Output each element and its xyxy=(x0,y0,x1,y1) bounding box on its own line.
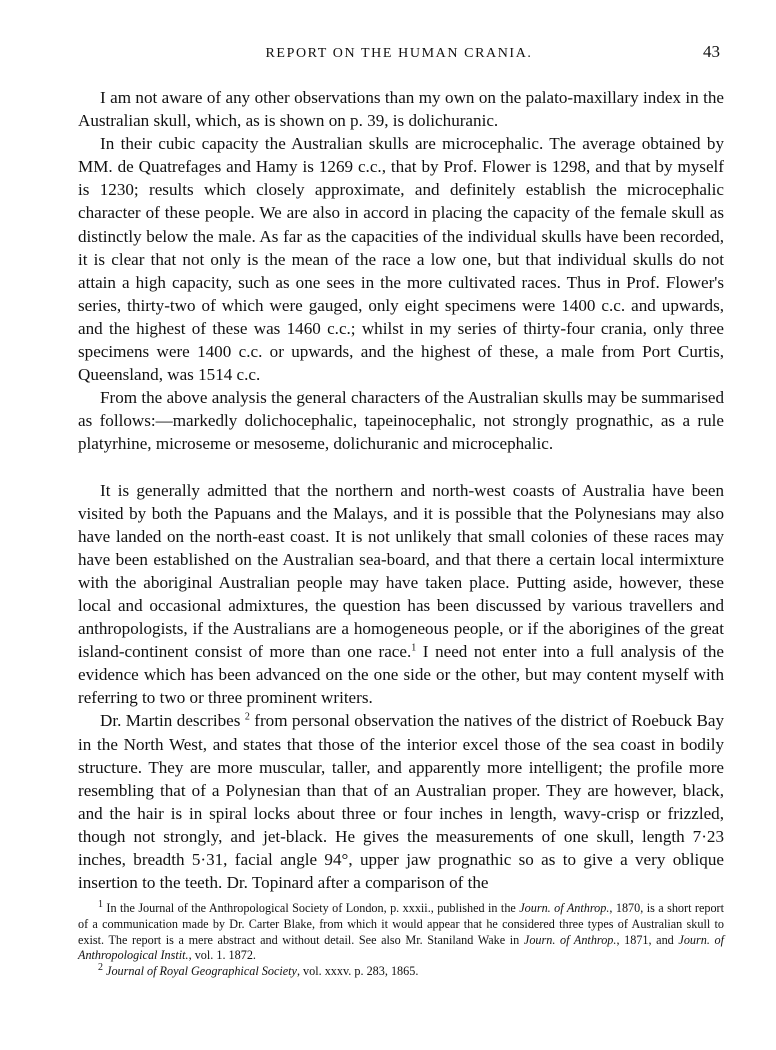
footnote-marker-1: 1 xyxy=(411,642,417,654)
paragraph-text: I need not enter into a full analysis of the evidence which has been advanced on the one side or the other, but may content myself with referring to two or three prominent writers. xyxy=(78,642,724,708)
footnote-2-marker: 2 xyxy=(98,962,103,974)
paragraph-text: It is generally admitted that the northern and north-west coasts of Australia have been visited by both the Papuans and the Malays, and it is possible that the Polynesians may also have landed on the north-east coast. It is not unlikely that small colonies of these races may have been established on the Australian sea-board, and that there a certain local intermixture with the aboriginal Australian people may have taken place. Putting aside, however, these local and occasional admixtures, the question has been discussed by various travellers and anthropologists, if the Australians are a homogeneous people, or if the aborigines of the great island-continent consist of more than one race. xyxy=(78,480,724,662)
footnote-text: , 1871, and xyxy=(616,932,679,947)
paragraph-palato-maxillary: I am not aware of any other observations than my own on the palato-maxillary index in the Australian skull, which, as is shown on p. 39, is dolichuranic. xyxy=(78,88,724,131)
paragraph-martin xyxy=(78,709,724,894)
paragraph-homogeneity xyxy=(78,479,724,710)
paragraph-cubic-capacity: In their cubic capacity the Australian skulls are microcephalic. The average obtained by MM. de Quatrefages and Hamy is 1269 c.c., that by Prof. Flower is 1298, and that by myself is 1230; results which closely approximate, and definitely establish the microcephalic character of these people. We are also in accord in placing the capacity of the female skull as distinctly below the male. As far as the capacities of the individual skulls have been recorded, it is clear that not only is the mean of the race a low one, but that individual skulls do not attain a high capacity, such as one sees in the more cultivated races. Thus in Prof. Flower's series, thirty-two of which were gauged, only eight specimens were 1400 c.c. and upwards, and the highest of these was 1460 c.c.; whilst in my series of thirty-four crania, only three specimens were 1400 c.c. or upwards, and the highest of these, a male from Port Curtis, Queensland, was 1514 c.c. xyxy=(78,134,724,385)
paragraph-text: from personal observation the natives of the district of Roebuck Bay in the North West, and states that those of the interior excel those of the sea coast in bodily structure. They are more muscular, taller, and apparently more intelligent; the profile more resembling that of a Polynesian than that of an Australian proper. They are however, black, and the hair is in spiral locks about three or four inches in length, wavy-crisp or frizzled, though not strongly, and jet-black. He gives the measurements of one skull, length 7·23 inches, breadth 5·31, facial angle 94°, upper jaw prognathic so as to give a very oblique insertion to the teeth. Dr. Topinard after a comparison of the xyxy=(78,711,724,893)
footnote-italic: Journ. of Anthropological Instit. xyxy=(78,932,724,963)
footnotes xyxy=(78,898,724,980)
page-number: 43 xyxy=(703,42,720,61)
footnote-2 xyxy=(78,964,724,980)
running-head xyxy=(78,42,720,66)
footnote-text: , vol. 1. 1872. xyxy=(188,948,256,963)
footnote-marker-2: 2 xyxy=(244,711,250,723)
paragraph-summary: From the above analysis the general characters of the Australian skulls may be summarised as follows:—markedly dolichocephalic, tapeinocephalic, not strongly prognathic, as a rule platyrhine, microseme or mesoseme, dolichuranic and microcephalic. xyxy=(78,388,724,454)
body-text xyxy=(78,86,724,894)
running-title: REPORT ON THE HUMAN CRANIA. xyxy=(265,46,533,61)
footnote-1 xyxy=(78,898,724,964)
footnote-1-marker: 1 xyxy=(98,898,103,910)
footnote-text: In the Journal of the Anthropological Society of London, p. xxxii., published in the xyxy=(103,901,520,915)
footnote-italic: Journ. of Anthrop. xyxy=(523,932,617,947)
paragraph-text: Dr. Martin describes xyxy=(100,711,241,731)
footnote-text: , vol. xxxv. p. 283, 1865. xyxy=(296,964,419,979)
footnote-italic: Journ. of Anthrop. xyxy=(519,901,610,915)
footnote-italic: Journal of Royal Geographical Society xyxy=(103,964,297,979)
footnote-text: , 1870, is a short report of a communication made by Dr. Carter Blake, from which it would appear that he considered three types of Australian skull to exist. The report is a mere abstract and without detail. See also Mr. Staniland Wake in xyxy=(78,901,724,947)
